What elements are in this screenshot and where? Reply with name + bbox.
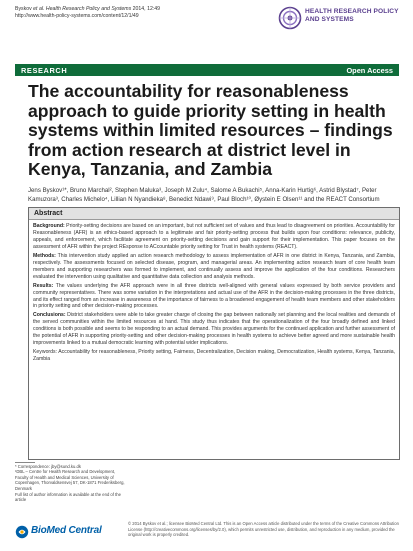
section-text: Priority-setting decisions are based on an important, but not sufficient set of values and thus lead to disagreement on priorities. Accountability for Reasonableness (AFR) is an ethics-based approach to a legitimate and fair priority-setting process that builds upon four conditions: relevance, publicity, appeals, and enforcement, which facilitate agreement on priority-setting decisions and gain support for their implementation. This paper focuses on the assessment of AFR within the project REsponse to ACcountable priority setting for Trust in health systems (REACT). bbox=[33, 223, 395, 250]
section-label: Background: bbox=[33, 223, 65, 229]
abstract-box bbox=[28, 207, 400, 460]
journal-logo bbox=[278, 6, 400, 32]
page-footer bbox=[15, 521, 400, 545]
biomed-central-icon bbox=[15, 525, 30, 539]
journal-emblem-icon bbox=[278, 6, 302, 30]
license-text: © 2014 Byskov et al.; licensee BioMed Central Ltd. This is an Open Access article distributed under the terms of the Creative Commons Attribution License (http://creativecommons.org/licenses/by/2.0), which permits unrestricted use, distribution, and reproduction in any medium, provided the original work is properly credited. bbox=[128, 521, 399, 538]
citation-prefix: Byskov bbox=[15, 6, 34, 12]
article-type-label: RESEARCH bbox=[21, 65, 68, 75]
abstract-results bbox=[33, 283, 395, 311]
author-list: Jens Byskov¹*, Bruno Marchal², Stephen Maluka³, Joseph M Zulu⁴, Salome A Bukachi⁵, Anna-Karin Hurtig⁶, Astrid Blystad⁷, Peter Kamuzora³, Charles Michelo⁴, Lillian N Nyandieka⁸, Benedict Ndawi⁹, Paul Bloch¹⁰, Øystein E Olsen¹¹ and the REACT Consortium bbox=[28, 187, 380, 204]
article-title: The accountability for reasonableness approach to guide priority setting in health systems within limited resources – findings from action research at district level in Kenya, Tanzania, and Zambia bbox=[28, 81, 393, 180]
section-label: Methods: bbox=[33, 252, 56, 259]
correspondence-footnote bbox=[15, 462, 127, 503]
abstract-conclusions bbox=[33, 312, 395, 347]
abstract-header bbox=[29, 208, 399, 220]
section-label: Results: bbox=[33, 282, 54, 289]
abstract-keywords bbox=[33, 349, 395, 363]
footnote-divider bbox=[15, 462, 35, 463]
section-text: The values underlying the AFR approach were in all three districts well-aligned with general values expressed by both service providers and community representatives. There was some variation in the interpretations and actual use of the AFR in the decision-making processes in the three districts, and its effect ranged from an increase in awareness of the importance of fairness to a broadened engagement of health team members and other stakeholders in priority setting and other decision-making processes. bbox=[33, 282, 395, 310]
affiliation: ¹DBL – Centre for Health Research and Development, Faculty of Health and Medical Sciences, University of Copenhagen, Thorvaldsensvej 57, DK-1871 Frederiksberg, Denmark bbox=[15, 469, 125, 491]
keywords-text: Accountability for reasonableness, Priority setting, Fairness, Decentralization, Decision making, Democratization, Health systems, Kenya, Tanzania, Zambia bbox=[33, 349, 395, 363]
biomed-central-wordmark: BioMed Central bbox=[31, 525, 102, 536]
journal-logo-line2: AND SYSTEMS bbox=[305, 16, 354, 23]
keywords-label: Keywords: bbox=[33, 349, 57, 356]
journal-logo-text bbox=[305, 8, 399, 24]
author-info-note: Full list of author information is available at the end of the article bbox=[15, 491, 121, 503]
page-header bbox=[15, 6, 400, 36]
section-text: District stakeholders were able to take greater charge of closing the gap between nationally set planning and the local realities and demands of the served communities within the limited resources at hand. This study thus indicates that the operationalization of the four broadly defined and linked conditions is both possible and seems to be responding to an actual demand. This provides arguments for the continued application and further assessment of the potential of AFR in supporting priority-setting and other decision-making processes in health systems to achieve better agreed and more sustainable health improvements linked to a mutual democratic learning with potential wider implications. bbox=[33, 312, 395, 347]
section-text: This intervention study applied an action research methodology to assess implementation of AFR in one district in Kenya, Tanzania, and Zambia, respectively. The assessments focused on selected disease, program, and managerial areas. An implementing action research team of core health team members and supporting researchers was formed to implement, and continually assess and improve the application of the four conditions. Researchers evaluated the intervention using qualitative and quantitative data collection and analysis methods. bbox=[33, 252, 395, 280]
abstract-methods bbox=[33, 253, 395, 281]
citation-journal: et al. Health Research Policy and Systems bbox=[33, 6, 132, 12]
journal-logo-line1: HEALTH RESEARCH POLICY bbox=[305, 8, 399, 15]
abstract-background bbox=[33, 223, 395, 251]
article-type-banner bbox=[15, 64, 399, 76]
open-access-label: Open Access bbox=[346, 65, 393, 75]
abstract-body bbox=[33, 223, 395, 365]
citation-suffix: 2014, 12:49 bbox=[131, 6, 161, 12]
biomed-central-logo bbox=[15, 525, 107, 539]
correspondence-email[interactable]: * Correspondence: jby@sund.ku.dk bbox=[15, 463, 81, 469]
abstract-heading: Abstract bbox=[34, 210, 63, 217]
article-url[interactable]: http://www.health-policy-systems.com/content/12/1/49 bbox=[15, 13, 139, 19]
section-label: Conclusions: bbox=[33, 312, 66, 319]
